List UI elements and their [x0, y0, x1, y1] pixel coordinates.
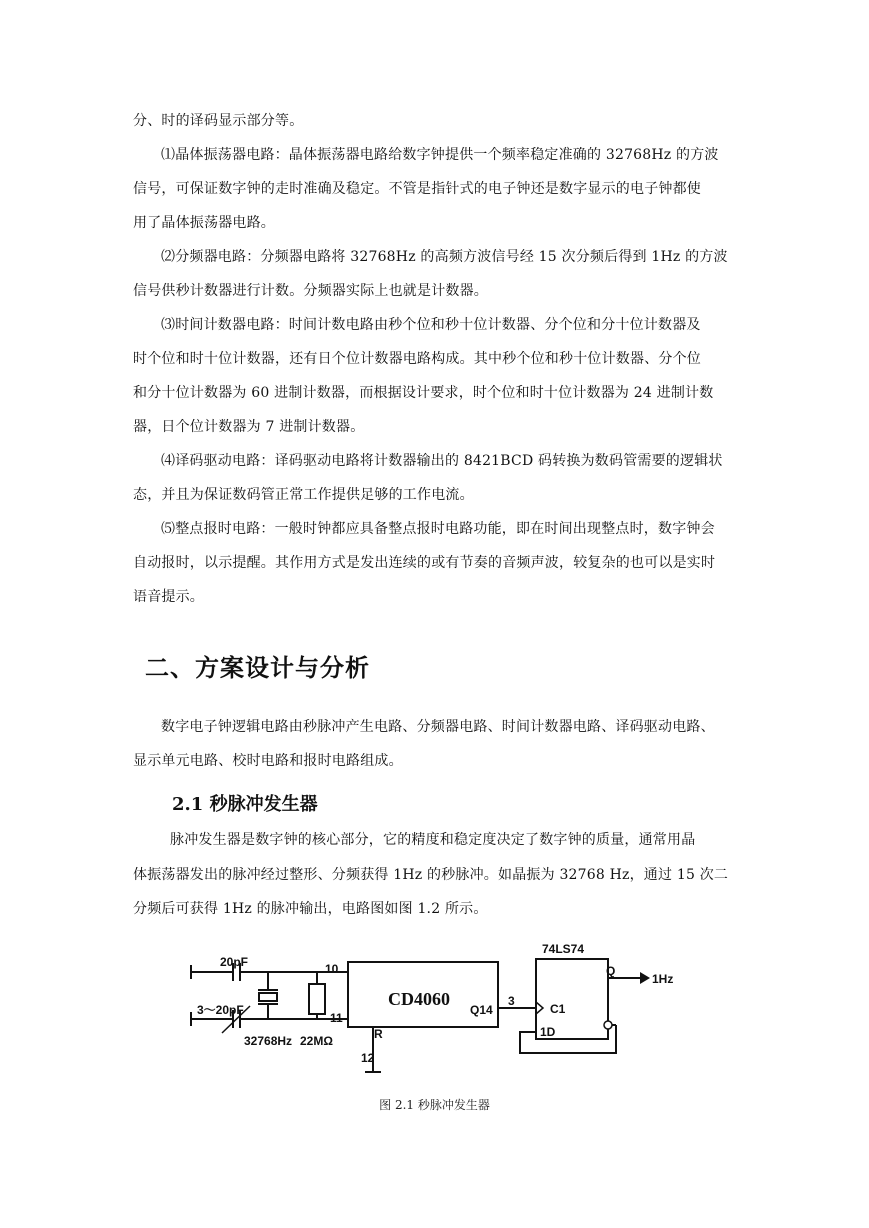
- paragraph-line: 体振荡器发出的脉冲经过整形、分频获得 1Hz 的秒脉冲。如晶振为 32768 Hz，通过 15 次二: [133, 867, 729, 883]
- paragraph-line: 语音提示。: [133, 589, 204, 605]
- clock-triangle: [536, 1002, 543, 1014]
- label-pin12: 12: [361, 1051, 375, 1065]
- label-crystal: 32768Hz: [244, 1034, 293, 1048]
- paragraph-line: 分频后可获得 1Hz 的脉冲输出，电路图如图 1.2 所示。: [133, 901, 488, 917]
- section-heading: 二、方案设计与分析: [145, 654, 370, 682]
- paragraph-line: 时个位和时十位计数器，还有日个位计数器电路构成。其中秒个位和秒十位计数器、分个位: [133, 351, 701, 367]
- output-arrowhead: [640, 972, 650, 984]
- figure-caption: 图 2.1 秒脉冲发生器: [379, 1098, 490, 1112]
- label-chip: CD4060: [388, 989, 450, 1009]
- paragraph-line: 显示单元电路、校时电路和报时电路组成。: [133, 753, 403, 769]
- label-pin-r: R: [374, 1027, 383, 1041]
- paragraph-line: 自动报时，以示提醒。其作用方式是发出连续的或有节奏的音频声波，较复杂的也可以是实时: [133, 555, 716, 571]
- paragraph-line: 器，日个位计数器为 7 进制计数器。: [133, 419, 365, 435]
- label-ff-q: Q: [606, 964, 616, 978]
- label-ff-1d: 1D: [540, 1025, 556, 1039]
- paragraph-line: 脉冲发生器是数字钟的核心部分，它的精度和稳定度决定了数字钟的质量，通常用晶: [170, 832, 696, 848]
- label-pin-q14: Q14: [470, 1003, 493, 1017]
- crystal-body: [259, 993, 277, 1001]
- paragraph-line: ⑴晶体振荡器电路：晶体振荡器电路给数字钟提供一个频率稳定准确的 32768Hz 的方波: [161, 147, 719, 163]
- paragraph-line: ⑵分频器电路：分频器电路将 32768Hz 的高频方波信号经 15 次分频后得到 1Hz 的方波: [161, 249, 728, 265]
- label-flipflop: 74LS74: [542, 942, 585, 956]
- label-pin10: 10: [325, 962, 339, 976]
- paragraph-line: ⑷译码驱动电路：译码驱动电路将计数器输出的 8421BCD 码转换为数码管需要的逻辑状: [161, 453, 723, 469]
- label-cap-top: 20pF: [220, 955, 249, 969]
- paragraph-line: 和分十位计数器为 60 进制计数器，而根据设计要求，时个位和时十位计数器为 24 进制计数: [133, 385, 714, 401]
- paragraph-line: ⑶时间计数器电路：时间计数电路由秒个位和秒十位计数器、分个位和分十位计数器及: [161, 317, 701, 333]
- subsection-heading: 2.1 秒脉冲发生器: [172, 794, 318, 815]
- paragraph-line: 用了晶体振荡器电路。: [133, 215, 275, 231]
- label-pin3: 3: [508, 994, 515, 1008]
- paragraph-line: 信号供秒计数器进行计数。分频器实际上也就是计数器。: [133, 283, 488, 299]
- label-output: 1Hz: [652, 972, 674, 986]
- label-cap-trim: 3～20pF: [197, 1003, 244, 1017]
- label-resistor: 22MΩ: [300, 1034, 333, 1048]
- paragraph-line: ⑸整点报时电路：一般时钟都应具备整点报时电路功能，即在时间出现整点时，数字钟会: [161, 521, 715, 537]
- paragraph-line: 分、时的译码显示部分等。: [133, 113, 304, 129]
- paragraph-line: 信号，可保证数字钟的走时准确及稳定。不管是指针式的电子钟还是数字显示的电子钟都使: [133, 181, 701, 197]
- paragraph-line: 数字电子钟逻辑电路由秒脉冲产生电路、分频器电路、时间计数器电路、译码驱动电路、: [161, 719, 715, 735]
- paragraph-line: 态，并且为保证数码管正常工作提供足够的工作电流。: [133, 487, 474, 503]
- inverter-bubble: [604, 1021, 612, 1029]
- resistor-body: [309, 984, 325, 1014]
- label-pin11: 11: [330, 1011, 343, 1025]
- label-ff-c1: C1: [550, 1002, 566, 1016]
